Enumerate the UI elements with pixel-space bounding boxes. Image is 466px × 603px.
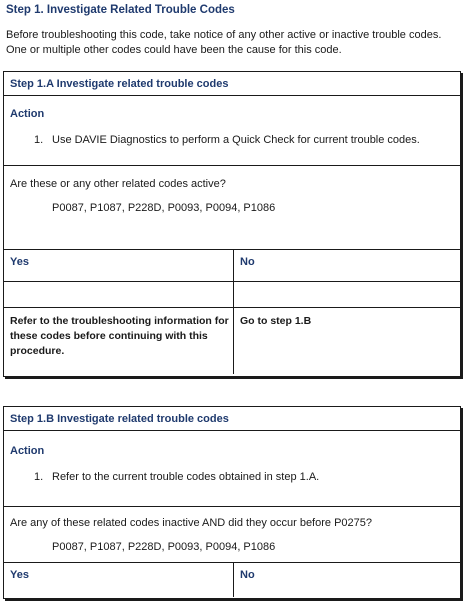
step-1b-box	[3, 406, 461, 599]
step-1a-action-number: 1.	[34, 134, 44, 146]
step-1a-yes-result: Refer to the troubleshooting information for these codes before continuing with this procedure.	[4, 308, 234, 374]
step-1a-yes-label: Yes	[4, 250, 234, 281]
step-1b-yesno-header	[4, 563, 460, 597]
step-1a-box	[3, 71, 461, 377]
intro-paragraph: Before troubleshooting this code, take notice of any other active or inactive trouble codes. One or multiple other codes could have been the cause for this code.	[6, 29, 442, 56]
step-1b-action-number: 1.	[34, 471, 44, 483]
step-1b-action-label: Action	[10, 445, 45, 457]
step-1a-no-label: No	[240, 256, 255, 268]
step-1a-result-row	[4, 308, 460, 374]
step-1b-codes: P0087, P1087, P228D, P0093, P0094, P1086	[52, 541, 276, 553]
step-1a-blank-right	[234, 282, 460, 307]
step-1a-action-text: Use DAVIE Diagnostics to perform a Quick Check for current trouble codes.	[52, 134, 420, 146]
step-1a-title: Step 1.A Investigate related trouble codes	[4, 72, 460, 96]
step-1b-question: Are any of these related codes inactive AND did they occur before P0275?	[10, 517, 372, 529]
step-1b-yes-label: Yes	[4, 563, 234, 597]
step-1a-yesno-header	[4, 250, 460, 282]
step-1a-blank-row	[4, 282, 460, 308]
step-1a-blank-left	[4, 282, 234, 307]
step-1b-action-row	[4, 431, 460, 507]
step-1a-codes: P0087, P1087, P228D, P0093, P0094, P1086	[52, 202, 276, 214]
section-heading: Step 1. Investigate Related Trouble Codes	[6, 4, 235, 16]
step-1b-question-row	[4, 507, 460, 563]
step-1a-question: Are these or any other related codes active?	[10, 178, 226, 190]
step-1a-no-result: Go to step 1.B	[240, 315, 312, 327]
step-1a-question-row	[4, 166, 460, 250]
step-1b-title: Step 1.B Investigate related trouble codes	[4, 407, 460, 431]
step-1a-action-label: Action	[10, 108, 45, 120]
step-1b-action-text: Refer to the current trouble codes obtained in step 1.A.	[52, 471, 320, 483]
step-1b-no-label: No	[240, 569, 255, 581]
step-1a-action-row	[4, 96, 460, 166]
